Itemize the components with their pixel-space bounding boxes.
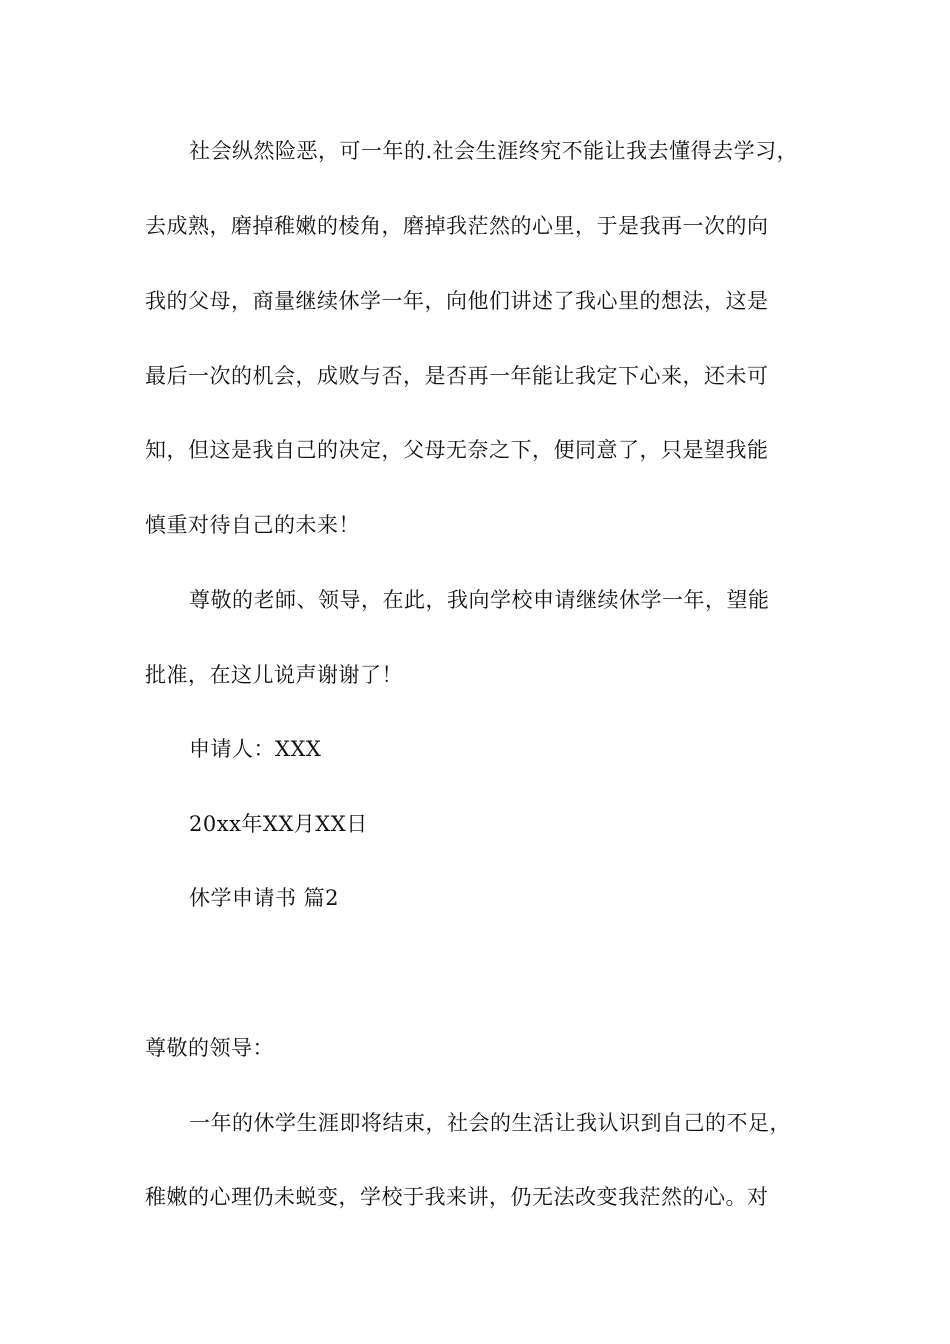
paragraph-line: 知，但这是我自己的决定，父母无奈之下，便同意了，只是望我能 [145,438,769,462]
paragraph-line: 社会纵然险恶，可一年的.社会生涯终究不能让我去懂得去学习， [189,139,799,163]
paragraph-line: 尊敬的老師、领导，在此，我向学校申请继续休学一年，望能 [189,588,770,612]
section-title: 休学申请书 篇2 [189,886,340,910]
paragraph-line: 最后一次的机会，成败与否，是否再一年能让我定下心来，还未可 [145,364,769,388]
applicant-line: 申请人：XXX [189,737,322,761]
paragraph-line: 慎重对待自己的未来！ [145,513,360,537]
paragraph-line: 我的父母，商量继续休学一年，向他们讲述了我心里的想法，这是 [145,289,769,313]
paragraph-line: 一年的休学生涯即将结束，社会的生活让我认识到自己的不足， [189,1111,791,1135]
salutation: 尊敬的领导： [145,1036,274,1060]
paragraph-line: 去成熟，磨掉稚嫩的棱角，磨掉我茫然的心里，于是我再一次的向 [145,214,769,238]
paragraph-line: 稚嫩的心理仍未蜕变，学校于我来讲，仍无法改变我茫然的心。对 [145,1185,769,1209]
date-line: 20xx年XX月XX日 [189,812,368,836]
paragraph-line: 批准，在这儿说声谢谢了！ [145,663,403,687]
